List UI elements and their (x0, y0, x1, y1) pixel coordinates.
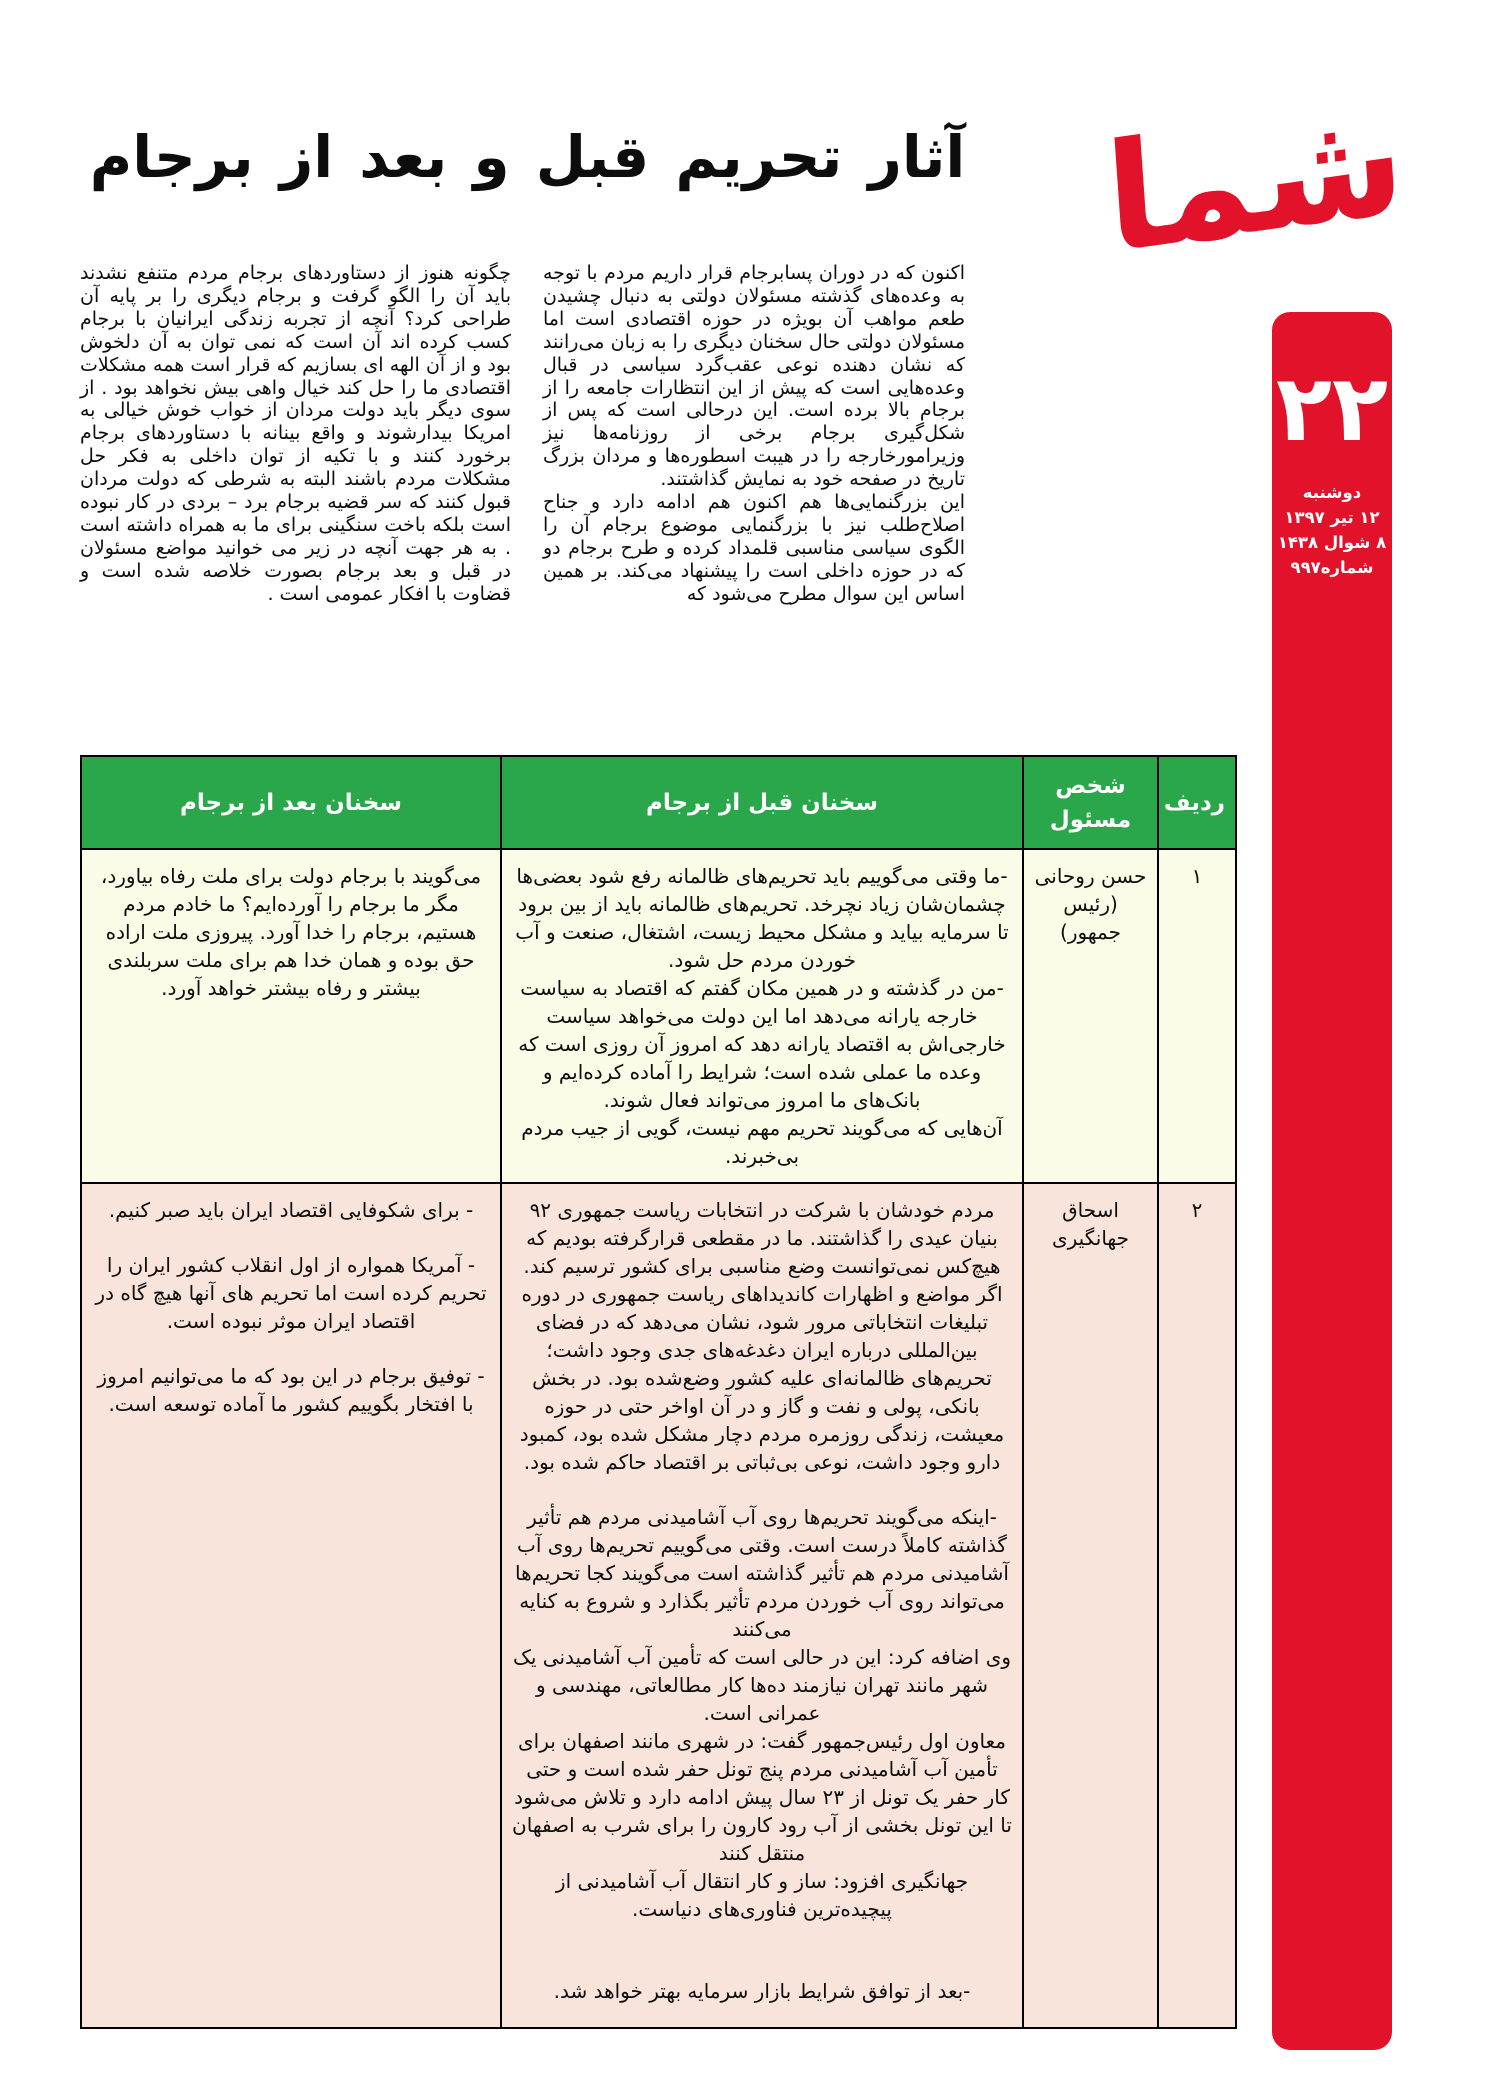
row-index: ۱ (1158, 849, 1236, 1183)
shoma-logo: شما (1100, 72, 1410, 287)
person-name: اسحاق جهانگیری (1023, 1183, 1158, 2028)
table-header-row (81, 756, 1236, 849)
header-row-index: ردیف (1158, 756, 1236, 849)
after-jcpoa-statements: - برای شکوفایی اقتصاد ایران باید صبر کنیم. - آمریکا همواره از اول انقلاب کشور ایران را تحریم کرده است اما تحریم های آنها هیچ گاه در اقتصاد ایران موثر نبوده است. - توفیق برجام در این بود که ما می‌توانیم امروز با افتخار بگوییم کشور ما آماده توسعه است. (81, 1183, 501, 2028)
date-jalali: ۱۲ تیر ۱۳۹۷ (1284, 508, 1380, 527)
intro-column-right: اکنون که در دوران پسابرجام قرار داریم مردم با توجه به وعده‌های گذشته مسئولان دولتی به دنبال چشیدن طعم مواهب آن بویژه در حوزه اقتصادی است اما مسئولان دولتی حال سخنان دیگری را به زبان می‌رانند که نشان دهنده نوعی عقب‌گرد سیاسی در قبال وعده‌هایی است که پیش از این انتظارات جامعه را از برجام بالا برده است. این درحالی است که پس از شکل‌گیری برجام برخی از روزنامه‌ها نیز وزیرامورخارجه را در هیبت اسطوره‌ها و مردان بزرگ تاریخ در صفحه خود به نمایش گذاشتند. این بزرگنمایی‌ها هم اکنون هم ادامه دارد و جناح اصلاح‌طلب نیز با بزرگنمایی موضوع برجام آن را الگوی سیاسی مناسبی قلمداد کرده و طرح برجام دو که در حوزه داخلی است را پیشنهاد می‌کند. بر همین اساس این سوال مطرح می‌شود که (543, 262, 965, 605)
weekday-label: دوشنبه (1302, 483, 1362, 502)
header-after-jcpoa: سخنان بعد از برجام (81, 756, 501, 849)
header-before-jcpoa: سخنان قبل از برجام (501, 756, 1023, 849)
before-after-comparison-table (80, 755, 1237, 2029)
issue-info-panel (1272, 312, 1392, 2050)
before-jcpoa-statements: مردم خودشان با شرکت در انتخابات ریاست جمهوری ۹۲ بنیان عیدی را گذاشتند. ما در مقطعی قرارگرفته بودیم که هیچ‌کس نمی‌توانست وضع مناسبی برای کشور ترسیم کند. اگر مواضع و اظهارات کاندیداهای ریاست جمهوری در دوره تبلیغات انتخاباتی مرور شود، نشان می‌دهد که در فضای بین‌المللی درباره ایران دغدغه‌های جدی وجود داشت؛ تحریم‌های ظالمانه‌ای علیه کشور وضع‌شده بود. در بخش بانکی، پولی و نفت و گاز و در آن اواخر حتی در حوزه معیشت، زندگی روزمره مردم دچار مشکل شده بود، کمبود دارو وجود داشت، نوعی بی‌ثباتی بر اقتصاد حاکم شده بود. -اینکه می‌گویند تحریم‌ها روی آب آشامیدنی مردم هم تأثیر گذاشته کاملاً درست است. وقتی می‌گوییم تحریم‌ها روی آب آشامیدنی مردم هم تأثیر گذاشته است می‌گویند کجا تحریم‌ها می‌تواند روی آب خوردن مردم تأثیر بگذارد و شروع به کنایه می‌کنند وی اضافه کرد: این در حالی است که تأمین آب آشامیدنی یک شهر مانند تهران نیازمند ده‌ها کار مطالعاتی، مهندسی و عمرانی است. معاون اول رئیس‌جمهور گفت: در شهری مانند اصفهان برای تأمین آب آشامیدنی مردم پنج تونل حفر شده است و حتی کار حفر یک تونل از ۲۳ سال پیش ادامه دارد و تلاش می‌شود تا این تونل بخشی از آب رود کارون را برای شرب به اصفهان منتقل کنند جهانگیری افزود: ساز و کار انتقال آب آشامیدنی از پیچیده‌ترین فناوری‌های دنیاست. -بعد از توافق شرایط بازار سرمایه بهتر خواهد شد. (501, 1183, 1023, 2028)
header-person: شخص مسئول (1023, 756, 1158, 849)
page-number: ۲۲ (1275, 355, 1389, 462)
date-hijri: ۸ شوال ۱۴۳۸ (1277, 533, 1387, 552)
intro-column-left: چگونه هنوز از دستاوردهای برجام مردم متنفع نشدند باید آن را الگو گرفت و برجام دیگری را بر پایه آن طراحی کرد؟ آنچه از تجربه زندگی ایرانیان با برجام کسب کرده اند آن است که نمی توان به آن دلخوش بود و از آن الهه ای بسازیم که قرار است همه مشکلات اقتصادی ما را حل کند خیال واهی بیش نخواهد بود . از سوی دیگر باید دولت مردان از خواب خوش خیالی به امریکا بیدارشوند و واقع بینانه با دستاوردهای برجام برخورد کنند و با تکیه از توان داخلی به فکر حل مشکلات مردم باشند البته به شرطی که دولت مردان قبول کنند که سر قضیه برجام برد – بردی در کار نبوده است بلکه باخت سنگینی برای ما به همراه داشته است . به هر جهت آنچه در زیر می خوانید مواضع مسئولان در قبل و بعد برجام بصورت خلاصه شده است و قضاوت با افکار عمومی است . (80, 262, 511, 605)
before-jcpoa-statements: -ما وقتی می‌گوییم باید تحریم‌های ظالمانه رفع شود بعضی‌ها چشمان‌شان زیاد نچرخد. تحریم‌های ظالمانه باید از بین برود تا سرمایه بیاید و مشکل محیط زیست، اشتغال، صنعت و آب خوردن مردم حل شود. -من در گذشته و در همین مکان گفتم که اقتصاد به سیاست خارجه یارانه می‌دهد اما این دولت می‌خواهد سیاست خارجی‌اش به اقتصاد یارانه دهد که امروز آن روزی است که وعده ما عملی شده است؛ شرایط را آماده کرده‌ایم و بانک‌های ما امروز می‌تواند فعال شوند. آن‌هایی که می‌گویند تحریم مهم نیست، گویی از جیب مردم بی‌خبرند. (501, 849, 1023, 1183)
table-row (81, 849, 1236, 1183)
issue-number: شماره۹۹۷ (1290, 558, 1374, 577)
person-name: حسن روحانی (رئیس جمهور) (1023, 849, 1158, 1183)
table-row (81, 1183, 1236, 2028)
row-index: ۲ (1158, 1183, 1236, 2028)
page-title: آثار تحریم قبل و بعد از برجام (89, 123, 966, 191)
after-jcpoa-statements: می‌گویند با برجام دولت برای ملت رفاه بیاورد، مگر ما برجام را آورده‌ایم؟ ما خادم مردم هستیم، برجام را خدا آورد. پیروزی ملت اراده حق بوده و همان خدا هم برای ملت سربلندی بیشتر و رفاه بیشتر خواهد آورد. (81, 849, 501, 1183)
